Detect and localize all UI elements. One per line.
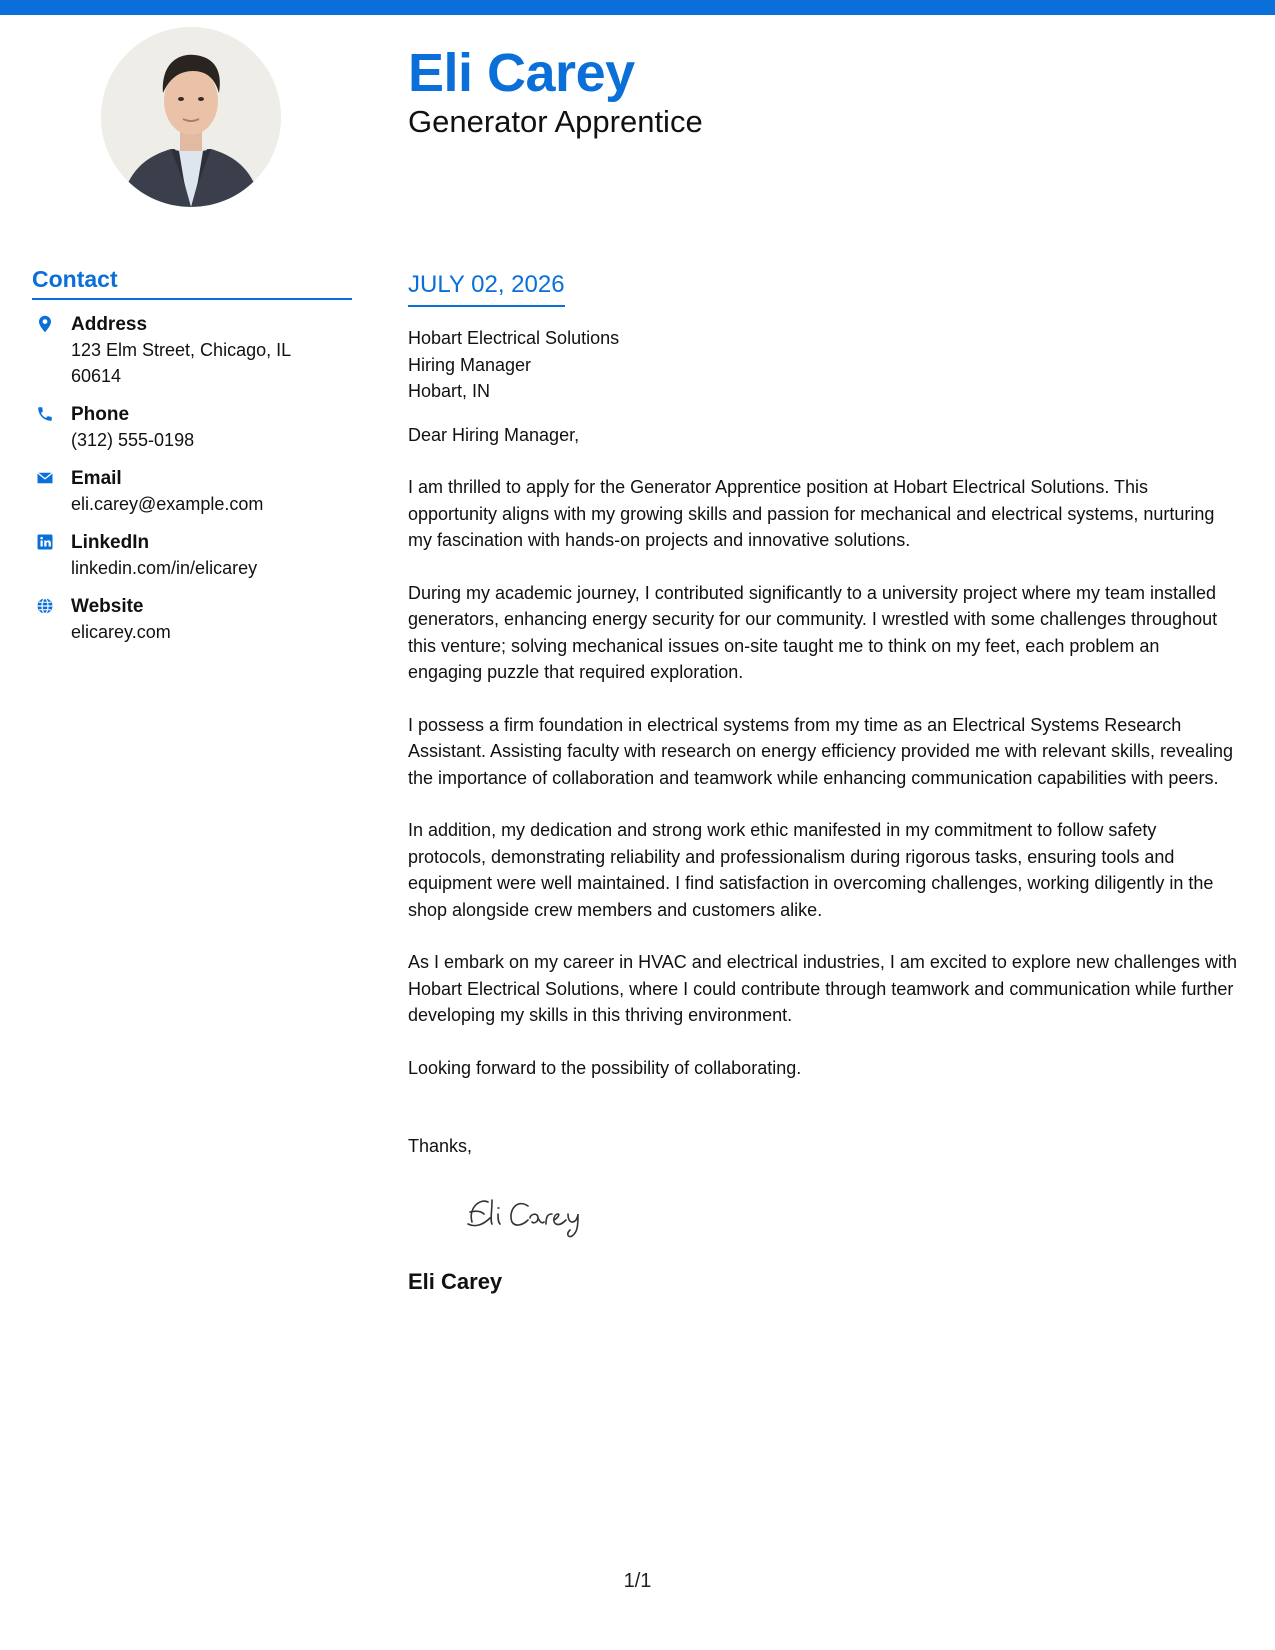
email-label: Email (71, 468, 122, 489)
cover-letter (408, 268, 1238, 1297)
recipient-company: Hobart Electrical Solutions (408, 328, 620, 348)
contact-website (32, 594, 352, 645)
body-paragraph-3: I possess a firm foundation in electrical systems from my time as an Electrical Systems Research Assistant. Assisting faculty with research on energy efficiency provided me with relevant skills, revealing the importance of collaboration and teamwork while enhancing communication capabilities with peers. (408, 714, 1234, 788)
website-value[interactable]: elicarey.com (71, 622, 171, 642)
candidate-name: Eli Carey (408, 43, 635, 103)
phone-label: Phone (71, 404, 130, 425)
address-value: 123 Elm Street, Chicago, IL 60614 (71, 340, 291, 386)
linkedin-icon (36, 533, 54, 551)
body-paragraph-6: Looking forward to the possibility of collaborating. (408, 1057, 802, 1078)
contact-phone (32, 402, 352, 453)
contact-linkedin (32, 530, 352, 581)
job-title: Generator Apprentice (408, 104, 703, 139)
body-paragraph-2: During my academic journey, I contributed significantly to a university project where my team installed generators, enhancing energy security for our community. I wrestled with some challenges throughout this venture; solving mechanical issues on-site taught me to think on my feet, each problem an engaging puzzle that required exploration. (408, 582, 1218, 682)
closing: Thanks, (408, 1136, 473, 1156)
linkedin-value[interactable]: linkedin.com/in/elicarey (71, 558, 258, 578)
globe-icon (36, 597, 54, 615)
top-accent-bar (0, 0, 1275, 15)
profile-photo (101, 27, 281, 207)
website-label: Website (71, 596, 144, 617)
letter-date: JULY 02, 2026 (408, 268, 565, 307)
body-paragraph-4: In addition, my dedication and strong work ethic manifested in my commitment to follow safety protocols, demonstrating reliability and professionalism during rigorous tasks, ensuring tools and equipment were well maintained. I find satisfaction in overcoming challenges, working diligently in the shop alongside crew members and customers alike. (408, 820, 1214, 920)
recipient-location: Hobart, IN (408, 381, 491, 401)
recipient-block (408, 325, 1238, 405)
email-value[interactable]: eli.carey@example.com (71, 494, 264, 514)
body-paragraph-5: As I embark on my career in HVAC and electrical industries, I am excited to explore new challenges with Hobart Electrical Solutions, where I could contribute through teamwork and communication while further developing my skills in this thriving environment. (408, 952, 1238, 1025)
phone-value[interactable]: (312) 555-0198 (71, 430, 195, 450)
recipient-role: Hiring Manager (408, 354, 532, 375)
contact-heading: Contact (32, 264, 352, 300)
salutation: Dear Hiring Manager, (408, 424, 580, 445)
map-pin-icon (36, 315, 54, 333)
contact-email (32, 466, 352, 517)
signer-name: Eli Carey (408, 1268, 503, 1294)
body-paragraph-1: I am thrilled to apply for the Generator Apprentice position at Hobart Electrical Solutions. This opportunity aligns with my growing skills and passion for mechanical and electrical systems, nurturing my fascination with hands-on projects and innovative solutions. (408, 477, 1215, 550)
handwritten-signature (458, 1184, 618, 1240)
phone-icon (36, 405, 54, 423)
page-number: 1/1 (623, 1570, 652, 1592)
envelope-icon (36, 469, 54, 487)
linkedin-label: LinkedIn (71, 532, 150, 553)
address-label: Address (71, 314, 148, 335)
contact-sidebar (32, 264, 352, 658)
contact-address (32, 312, 352, 389)
